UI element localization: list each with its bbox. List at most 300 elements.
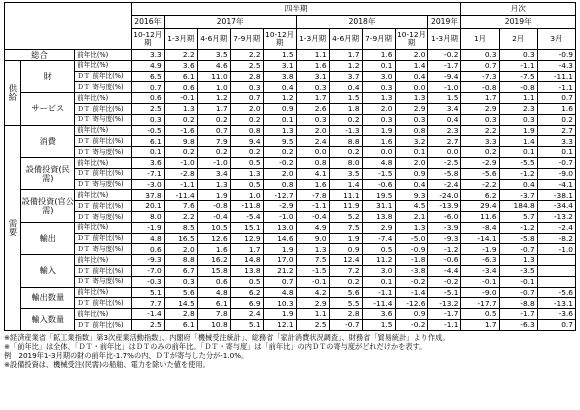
table-cell: 1.9 bbox=[499, 125, 537, 136]
table-cell: -2.4 bbox=[428, 179, 461, 190]
table-cell: 5.7 bbox=[499, 211, 537, 222]
table-cell: -24.0 bbox=[428, 190, 461, 201]
table-row bbox=[5, 93, 576, 104]
table-cell: 5.1 bbox=[131, 287, 164, 298]
table-cell: 4.6 bbox=[197, 60, 230, 71]
table-cell: -6.3 bbox=[499, 319, 537, 330]
table-cell: 5.2 bbox=[329, 211, 362, 222]
header-quarter: 4-6月期 bbox=[197, 29, 230, 50]
footnote: 例 2019年1-3月期の財の前年比-1.7%の内、ＤＴが寄与した分が-1.0%。 bbox=[4, 351, 249, 361]
table-cell: 1.9 bbox=[263, 244, 296, 255]
row-label: 総合 bbox=[5, 50, 75, 61]
table-cell: -7.5 bbox=[499, 71, 537, 82]
table-cell: -0.6 bbox=[362, 179, 395, 190]
table-cell: -1.8 bbox=[395, 255, 428, 266]
table-cell: 1.5 bbox=[428, 93, 461, 104]
table-cell: 1.6 bbox=[362, 50, 395, 61]
header-quarter: 1-3月期 bbox=[296, 29, 329, 50]
table-cell: -1.9 bbox=[131, 222, 164, 233]
table-cell: 7.8 bbox=[197, 309, 230, 320]
table-cell: 4.1 bbox=[296, 168, 329, 179]
table-cell: -0.2 bbox=[395, 276, 428, 287]
table-cell: -1.1 bbox=[537, 82, 575, 93]
table-cell: -8.2 bbox=[537, 233, 575, 244]
table-cell: 0.3 bbox=[362, 82, 395, 93]
table-cell: 1.3 bbox=[395, 222, 428, 233]
table-cell: 0.2 bbox=[537, 114, 575, 125]
row-label: 財 bbox=[21, 60, 75, 92]
header-corner bbox=[5, 3, 132, 50]
table-cell: 8.0 bbox=[131, 211, 164, 222]
table-cell: 2.0 bbox=[395, 157, 428, 168]
table-cell: 2.0 bbox=[263, 168, 296, 179]
row-metric: 前年比(%) bbox=[75, 50, 132, 61]
table-cell: 16.2 bbox=[197, 255, 230, 266]
table-cell: 0.3 bbox=[131, 114, 164, 125]
table-cell: 0.8 bbox=[230, 125, 263, 136]
table-cell: -6.3 bbox=[461, 255, 499, 266]
table-cell: -0.6 bbox=[428, 255, 461, 266]
table-cell: 2.8 bbox=[329, 309, 362, 320]
footnote: ※経済産業省「鉱工業指数」第3次産業活動指数」、内閣府「機械受注統計」、総務省「家計消費状況調査」、財務省「貿易統計」より作成。 bbox=[4, 332, 450, 342]
table-cell: 1.7 bbox=[197, 103, 230, 114]
header-quarterly: 四半期 bbox=[131, 3, 461, 16]
table-cell: -7.4 bbox=[362, 233, 395, 244]
table-cell: -0.7 bbox=[499, 244, 537, 255]
table-cell: 3.5 bbox=[329, 168, 362, 179]
table-cell: 2.1 bbox=[395, 211, 428, 222]
table-cell: -1.2 bbox=[428, 244, 461, 255]
table-cell: 3.3 bbox=[461, 136, 499, 147]
row-metric: ＤＴ 前年比(%) bbox=[75, 103, 132, 114]
table-cell: 0.0 bbox=[395, 82, 428, 93]
table-cell: -9.3 bbox=[131, 255, 164, 266]
table-cell: 8.5 bbox=[164, 222, 197, 233]
table-cell: 3.3 bbox=[537, 136, 575, 147]
table-cell: -0.1 bbox=[164, 93, 197, 104]
table-cell: 2.8 bbox=[230, 71, 263, 82]
table-cell: 4.8 bbox=[263, 287, 296, 298]
table-cell: -0.1 bbox=[461, 276, 499, 287]
table-cell: -3.0 bbox=[131, 179, 164, 190]
table-cell: 6.9 bbox=[230, 298, 263, 309]
table-cell: 11.0 bbox=[197, 71, 230, 82]
table-cell: 1.3 bbox=[395, 93, 428, 104]
table-cell: 8.8 bbox=[329, 136, 362, 147]
table-cell: 16.5 bbox=[164, 233, 197, 244]
table-cell: 3.4 bbox=[428, 103, 461, 114]
table-cell: 0.4 bbox=[263, 82, 296, 93]
table-cell: -2.9 bbox=[461, 157, 499, 168]
table-cell: 0.7 bbox=[197, 125, 230, 136]
table-cell: 0.5 bbox=[362, 244, 395, 255]
table-cell: 2.9 bbox=[395, 103, 428, 114]
header-month: 3月 bbox=[537, 29, 575, 50]
row-group-label: 需要 bbox=[5, 125, 21, 330]
table-cell: 3.3 bbox=[131, 50, 164, 61]
table-cell: 1.3 bbox=[197, 179, 230, 190]
footnote: ※「前年比」は全体、「ＤＴ・前年比」はＤＴのみの前年比。「ＤＴ・寄与度」は「前年比」の内ＤＴの寄与度がどれだけかを表す。 bbox=[4, 341, 427, 351]
table-cell: -9.0 bbox=[537, 168, 575, 179]
table-cell: -13.9 bbox=[428, 201, 461, 212]
table-cell: -1.0 bbox=[428, 82, 461, 93]
table-cell: 1.6 bbox=[296, 179, 329, 190]
table-cell: 2.2 bbox=[461, 125, 499, 136]
table-cell: 9.5 bbox=[263, 136, 296, 147]
table-cell: 10.3 bbox=[263, 298, 296, 309]
table-cell: 1.9 bbox=[263, 309, 296, 320]
row-metric: ＤＴ 寄与度(%) bbox=[75, 211, 132, 222]
table-cell: 2.2 bbox=[164, 211, 197, 222]
table-row bbox=[5, 168, 576, 179]
table-cell: 2.5 bbox=[131, 319, 164, 330]
table-cell: 3.0 bbox=[362, 71, 395, 82]
table-cell: 1.0 bbox=[197, 82, 230, 93]
table-cell: 0.3 bbox=[461, 50, 499, 61]
table-cell: 0.4 bbox=[499, 179, 537, 190]
table-cell: -1.1 bbox=[164, 179, 197, 190]
table-row bbox=[5, 244, 576, 255]
table-cell: -2.4 bbox=[537, 222, 575, 233]
table-row bbox=[5, 71, 576, 82]
table-row bbox=[5, 276, 576, 287]
row-group-label: 供給 bbox=[5, 60, 21, 125]
table-cell: 2.3 bbox=[499, 103, 537, 114]
table-cell: -3.6 bbox=[537, 309, 575, 320]
table-cell: -6.0 bbox=[428, 211, 461, 222]
table-row bbox=[5, 222, 576, 233]
table-cell: 1.8 bbox=[329, 103, 362, 114]
table-cell: -9.0 bbox=[461, 287, 499, 298]
table-cell: -1.3 bbox=[329, 125, 362, 136]
table-cell: 0.5 bbox=[230, 276, 263, 287]
table-cell: 1.9 bbox=[329, 233, 362, 244]
header-month: 1月 bbox=[461, 29, 499, 50]
table-cell: 12.4 bbox=[329, 255, 362, 266]
table-cell: 9.3 bbox=[395, 190, 428, 201]
table-row bbox=[5, 157, 576, 168]
table-cell: -11.8 bbox=[230, 201, 263, 212]
table-cell: 29.4 bbox=[461, 201, 499, 212]
row-metric: 前年比(%) bbox=[75, 309, 132, 320]
table-cell: -7.8 bbox=[296, 190, 329, 201]
table-cell: 2.0 bbox=[395, 50, 428, 61]
table-cell: 1.3 bbox=[362, 93, 395, 104]
table-cell: -3.8 bbox=[395, 265, 428, 276]
table-cell: 0.3 bbox=[499, 50, 537, 61]
table-cell: -0.2 bbox=[428, 50, 461, 61]
table-row bbox=[5, 179, 576, 190]
footnote: ※設備投資は、機械受注(民需)の船舶、電力を除いた値を使用。 bbox=[4, 360, 210, 370]
table-cell: 0.1 bbox=[131, 147, 164, 158]
table-cell: 11.2 bbox=[362, 255, 395, 266]
table-cell: 0.7 bbox=[263, 276, 296, 287]
row-label: 輸入数量 bbox=[21, 309, 75, 331]
table-cell: -38.1 bbox=[537, 190, 575, 201]
row-label: 輸出 bbox=[21, 222, 75, 254]
row-label: 設備投資(民需) bbox=[21, 157, 75, 189]
table-cell: 0.2 bbox=[230, 147, 263, 158]
table-cell: 1.7 bbox=[329, 50, 362, 61]
table-cell: 15.1 bbox=[230, 222, 263, 233]
table-cell: 2.7 bbox=[537, 125, 575, 136]
table-row bbox=[5, 265, 576, 276]
table-cell: 2.2 bbox=[230, 50, 263, 61]
table-cell: 4.8 bbox=[197, 287, 230, 298]
table-cell: 6.7 bbox=[164, 265, 197, 276]
table-cell: -1.4 bbox=[131, 309, 164, 320]
table-cell bbox=[537, 276, 575, 287]
table-cell: 0.4 bbox=[329, 82, 362, 93]
table-cell bbox=[537, 255, 575, 266]
header-month-year: 2019年 bbox=[461, 16, 576, 29]
table-cell: 0.1 bbox=[362, 60, 395, 71]
table-cell: 13.8 bbox=[230, 265, 263, 276]
header-monthly: 月次 bbox=[461, 3, 576, 16]
table-cell: 1.2 bbox=[197, 93, 230, 104]
table-cell: -1.1 bbox=[428, 319, 461, 330]
table-cell: -12.7 bbox=[263, 190, 296, 201]
table-cell: 7.9 bbox=[197, 136, 230, 147]
table-cell: 1.7 bbox=[461, 319, 499, 330]
table-cell: 9.0 bbox=[296, 233, 329, 244]
table-row bbox=[5, 201, 576, 212]
table-cell: 1.1 bbox=[296, 309, 329, 320]
table-cell: 0.3 bbox=[395, 114, 428, 125]
table-cell: 2.0 bbox=[164, 244, 197, 255]
table-cell: -5.8 bbox=[499, 233, 537, 244]
table-cell: 0.6 bbox=[131, 93, 164, 104]
table-row bbox=[5, 287, 576, 298]
table-cell: -1.0 bbox=[197, 157, 230, 168]
table-cell: -8.8 bbox=[499, 298, 537, 309]
table-cell: 0.3 bbox=[461, 114, 499, 125]
table-cell: -1.0 bbox=[164, 157, 197, 168]
table-cell: -0.8 bbox=[499, 82, 537, 93]
table-cell: -1.4 bbox=[395, 287, 428, 298]
table-cell: 3.8 bbox=[263, 71, 296, 82]
table-row bbox=[5, 114, 576, 125]
table-cell: 13.0 bbox=[263, 222, 296, 233]
table-cell: -1.0 bbox=[537, 244, 575, 255]
table-cell: 0.1 bbox=[499, 147, 537, 158]
table-cell: 0.5 bbox=[461, 309, 499, 320]
table-cell: -1.7 bbox=[428, 309, 461, 320]
table-cell: -5.0 bbox=[395, 233, 428, 244]
table-cell: -5.6 bbox=[461, 168, 499, 179]
table-cell: 7.2 bbox=[329, 265, 362, 276]
table-cell: 0.9 bbox=[395, 309, 428, 320]
table-cell: 2.5 bbox=[131, 103, 164, 114]
table-cell: 0.8 bbox=[263, 179, 296, 190]
table-cell: 0.2 bbox=[461, 147, 499, 158]
row-label: 輸入 bbox=[21, 255, 75, 287]
table-cell: 1.6 bbox=[362, 136, 395, 147]
header-quarter: 10-12月期 bbox=[263, 29, 296, 50]
table-cell: -1.7 bbox=[428, 60, 461, 71]
table-cell: -11.4 bbox=[362, 298, 395, 309]
row-metric: ＤＴ 前年比(%) bbox=[75, 298, 132, 309]
table-cell: -9.3 bbox=[428, 233, 461, 244]
table-cell: 0.7 bbox=[537, 319, 575, 330]
table-cell: 12.1 bbox=[263, 319, 296, 330]
table-cell: -2.2 bbox=[461, 179, 499, 190]
table-cell: 9.4 bbox=[230, 136, 263, 147]
table-cell: 0.0 bbox=[428, 147, 461, 158]
header-quarter: 10-12月期 bbox=[395, 29, 428, 50]
table-cell: 0.1 bbox=[395, 147, 428, 158]
table-cell: 14.6 bbox=[263, 233, 296, 244]
table-cell: -5.5 bbox=[499, 157, 537, 168]
table-cell: -0.2 bbox=[428, 276, 461, 287]
table-cell: 1.3 bbox=[296, 244, 329, 255]
row-metric: ＤＴ 前年比(%) bbox=[75, 136, 132, 147]
table-cell: 7.7 bbox=[131, 298, 164, 309]
table-cell: 1.5 bbox=[362, 319, 395, 330]
table-cell: 0.8 bbox=[296, 157, 329, 168]
table-cell: 21.2 bbox=[263, 265, 296, 276]
table-cell: -3.9 bbox=[428, 222, 461, 233]
header-quarter: 1-3月期 bbox=[428, 29, 461, 50]
table-cell: 2.3 bbox=[428, 125, 461, 136]
table-cell: 0.5 bbox=[230, 179, 263, 190]
table-cell: 2.9 bbox=[461, 103, 499, 114]
table-body bbox=[5, 50, 576, 331]
table-cell: -0.5 bbox=[131, 125, 164, 136]
table-cell: 3.5 bbox=[197, 50, 230, 61]
footnotes bbox=[4, 333, 576, 370]
table-cell: -0.4 bbox=[296, 211, 329, 222]
table-cell: 12.6 bbox=[197, 233, 230, 244]
table-cell: 1.2 bbox=[329, 60, 362, 71]
table-cell: 1.6 bbox=[197, 244, 230, 255]
table-cell: -5.8 bbox=[428, 168, 461, 179]
table-cell: 1.1 bbox=[499, 93, 537, 104]
table-row bbox=[5, 147, 576, 158]
table-cell: -1.5 bbox=[362, 168, 395, 179]
table-cell: -7.3 bbox=[461, 71, 499, 82]
header-quarter: 7-9月期 bbox=[230, 29, 263, 50]
row-metric: ＤＴ 前年比(%) bbox=[75, 233, 132, 244]
table-cell: 1.7 bbox=[296, 93, 329, 104]
table-cell: 0.2 bbox=[164, 147, 197, 158]
table-cell: 31.1 bbox=[362, 201, 395, 212]
table-cell: -0.1 bbox=[296, 276, 329, 287]
table-row bbox=[5, 82, 576, 93]
row-metric: ＤＴ 寄与度(%) bbox=[75, 179, 132, 190]
table-cell: 2.2 bbox=[164, 50, 197, 61]
table-cell: 9.8 bbox=[164, 136, 197, 147]
table-cell: 3.0 bbox=[362, 265, 395, 276]
table-cell: -2.9 bbox=[263, 201, 296, 212]
table-cell: -0.4 bbox=[197, 211, 230, 222]
row-metric: 前年比(%) bbox=[75, 190, 132, 201]
table-cell: 4.9 bbox=[131, 60, 164, 71]
header-year-2016: 2016年 bbox=[131, 16, 164, 29]
table-cell: 12.9 bbox=[230, 233, 263, 244]
table-cell: 14.8 bbox=[230, 255, 263, 266]
row-metric: 前年比(%) bbox=[75, 125, 132, 136]
table-cell: 14.5 bbox=[164, 298, 197, 309]
table-cell: 8.8 bbox=[164, 255, 197, 266]
row-metric: ＤＴ 寄与度(%) bbox=[75, 114, 132, 125]
table-cell: -11.1 bbox=[537, 71, 575, 82]
table-cell: 3.2 bbox=[395, 136, 428, 147]
table-cell: 0.2 bbox=[329, 147, 362, 158]
table-cell: 1.6 bbox=[537, 103, 575, 114]
table-cell: -3.4 bbox=[461, 265, 499, 276]
table-cell: -0.7 bbox=[499, 287, 537, 298]
table-cell: 4.8 bbox=[131, 233, 164, 244]
row-metric: ＤＴ 前年比(%) bbox=[75, 168, 132, 179]
table-cell: 0.9 bbox=[263, 103, 296, 114]
table-cell: -3.7 bbox=[499, 190, 537, 201]
table-cell: -0.8 bbox=[197, 201, 230, 212]
table-cell: 10.5 bbox=[197, 222, 230, 233]
table-cell: 5.6 bbox=[164, 287, 197, 298]
table-row bbox=[5, 60, 576, 71]
row-label: 輸出数量 bbox=[21, 287, 75, 309]
table-cell: 0.3 bbox=[230, 82, 263, 93]
table-cell: 1.7 bbox=[461, 93, 499, 104]
row-metric: 前年比(%) bbox=[75, 93, 132, 104]
header-year-2019: 2019年 bbox=[428, 16, 461, 29]
table-cell: 19.5 bbox=[362, 190, 395, 201]
table-cell: 10.8 bbox=[197, 319, 230, 330]
header-year-2017: 2017年 bbox=[164, 16, 296, 29]
table-cell: 2.6 bbox=[296, 103, 329, 114]
table-cell: 6.1 bbox=[197, 298, 230, 309]
row-metric: ＤＴ 前年比(%) bbox=[75, 319, 132, 330]
table-row bbox=[5, 125, 576, 136]
table-cell: -1.1 bbox=[499, 60, 537, 71]
table-row bbox=[5, 298, 576, 309]
table-cell: -9.4 bbox=[428, 71, 461, 82]
table-cell: -13.1 bbox=[537, 298, 575, 309]
table-cell: 1.3 bbox=[164, 103, 197, 114]
table-cell: 6.5 bbox=[131, 71, 164, 82]
table-cell: 3.1 bbox=[296, 71, 329, 82]
table-cell: -5.1 bbox=[428, 287, 461, 298]
table-row bbox=[5, 319, 576, 330]
table-cell: -0.9 bbox=[395, 244, 428, 255]
table-cell: 0.4 bbox=[428, 114, 461, 125]
table-cell: 0.7 bbox=[461, 60, 499, 71]
table-cell: -1.6 bbox=[164, 125, 197, 136]
table-cell: 0.2 bbox=[230, 114, 263, 125]
row-label: 設備投資(官公需) bbox=[21, 190, 75, 222]
table-row bbox=[5, 103, 576, 114]
table-cell: -4.1 bbox=[537, 179, 575, 190]
table-cell: -11.4 bbox=[164, 190, 197, 201]
table-cell: 0.6 bbox=[131, 244, 164, 255]
table-cell: 15.8 bbox=[197, 265, 230, 276]
table-cell: 0.6 bbox=[197, 276, 230, 287]
table-cell: 0.1 bbox=[537, 147, 575, 158]
table-cell: 0.9 bbox=[329, 244, 362, 255]
table-cell: 2.0 bbox=[362, 103, 395, 114]
table-cell: 184.8 bbox=[499, 201, 537, 212]
table-cell: 2.0 bbox=[230, 103, 263, 114]
table-cell: 0.3 bbox=[296, 114, 329, 125]
table-cell: -0.1 bbox=[499, 276, 537, 287]
table-cell: 1.9 bbox=[197, 190, 230, 201]
table-cell: 2.4 bbox=[230, 309, 263, 320]
table-cell: 6.2 bbox=[230, 287, 263, 298]
table-cell: 0.4 bbox=[395, 71, 428, 82]
table-cell: 37.8 bbox=[131, 190, 164, 201]
table-cell: -4.3 bbox=[537, 60, 575, 71]
